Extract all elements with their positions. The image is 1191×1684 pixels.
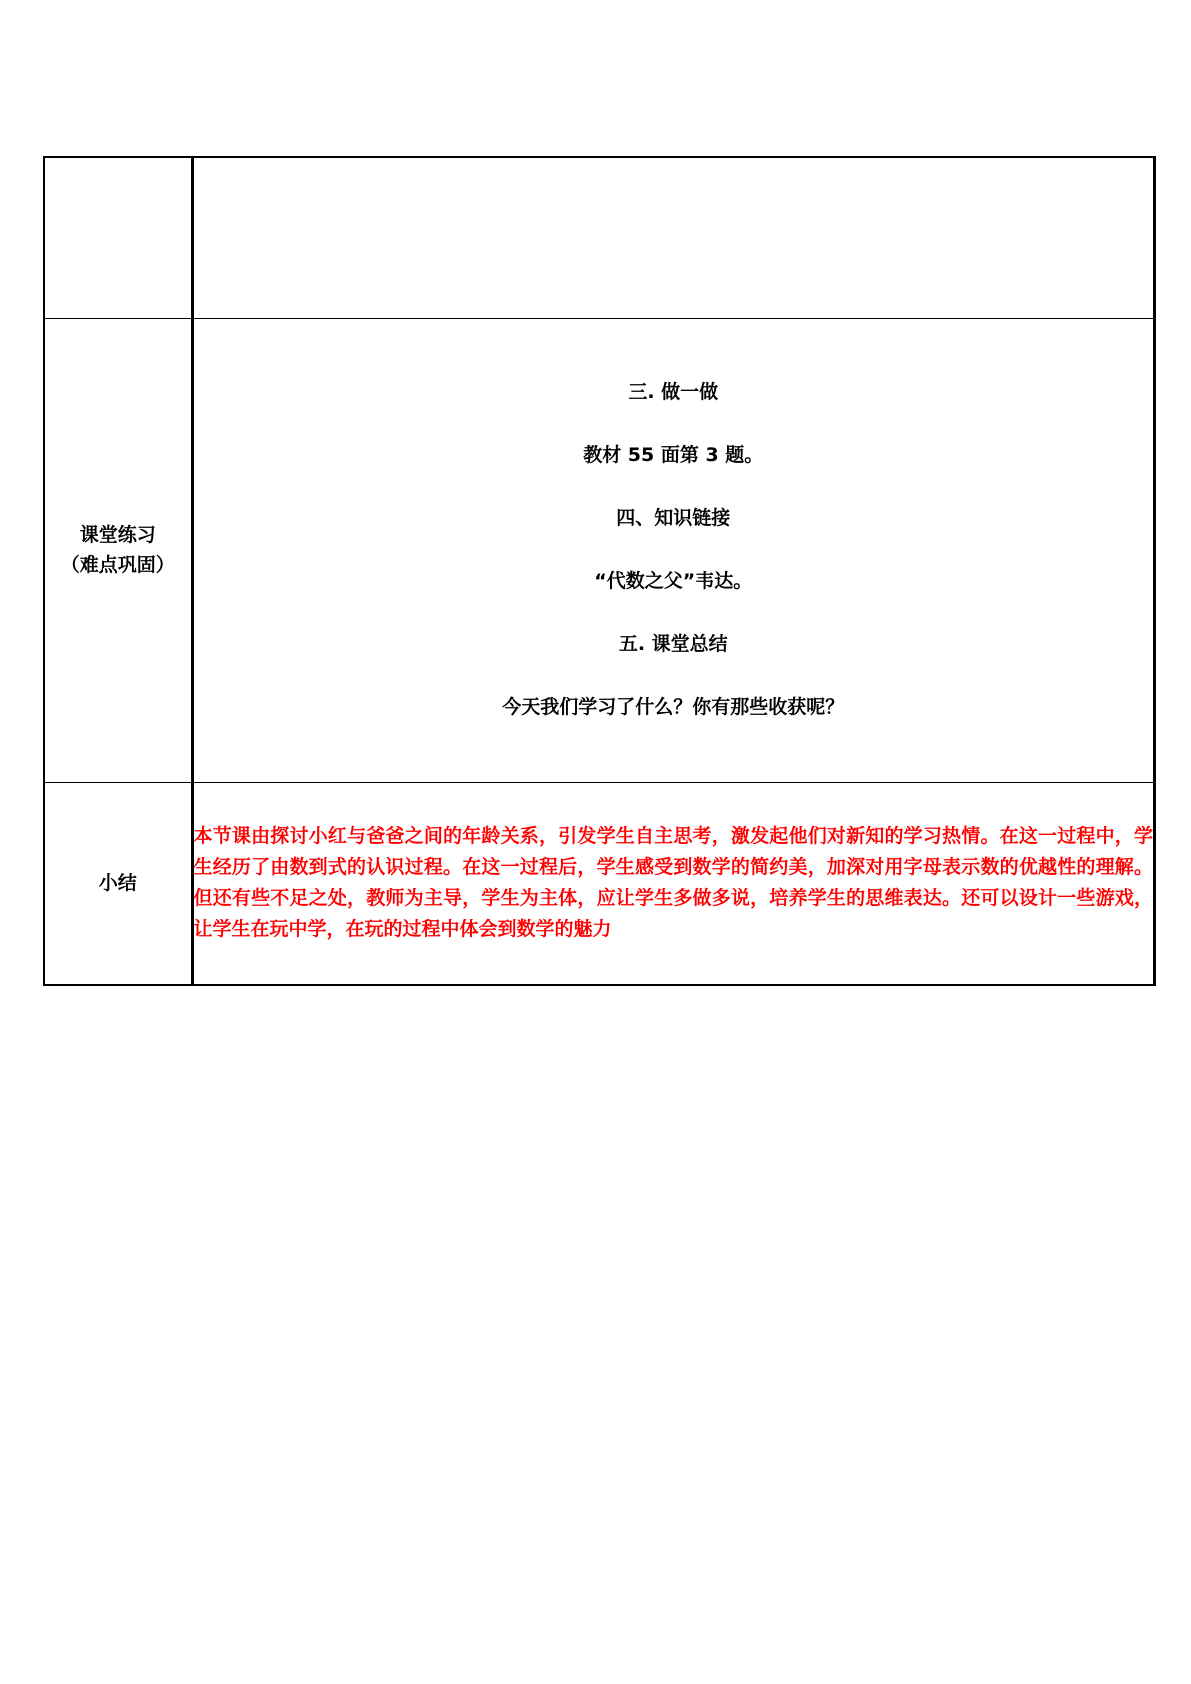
row-label-empty — [44, 157, 192, 318]
summary-question: 今天我们学习了什么？你有那些收获呢？ — [502, 696, 845, 718]
label-line: 小结 — [98, 872, 137, 895]
row-content-empty — [192, 157, 1155, 318]
classroom-practice-label — [44, 318, 192, 782]
label-line: 课堂练习 — [79, 524, 156, 546]
table-row-continuation — [44, 157, 1155, 318]
label-line: （难点巩固） — [60, 554, 175, 576]
table-row-summary — [44, 782, 1155, 985]
lesson-plan-table — [43, 156, 1156, 986]
textbook-exercise: 教材 55 面第 3 题。 — [583, 444, 764, 466]
summary-label — [44, 782, 192, 985]
section-heading-do-it: 三. 做一做 — [628, 381, 719, 403]
table-row-classroom-practice — [44, 318, 1155, 782]
summary-reflection-text: 本节课由探讨小红与爸爸之间的年龄关系，引发学生自主思考，激发起他们对新知的学习热情。在这一过程中，学生经历了由数到式的认识过程。在这一过程后，学生感受到数学的简约美，加深对用字母表示数的优越性的理解。但还有些不足之处，教师为主导，学生为主体，应让学生多做多说，培养学生的思维表达。还可以设计一些游戏，让学生在玩中学，在玩的过程中体会到数学的魅力 — [192, 782, 1155, 985]
section-heading-summary: 五. 课堂总结 — [618, 633, 728, 655]
classroom-practice-content — [192, 318, 1155, 782]
section-heading-knowledge-link: 四、知识链接 — [616, 507, 731, 529]
knowledge-link-text: “代数之父”韦达。 — [594, 570, 753, 592]
